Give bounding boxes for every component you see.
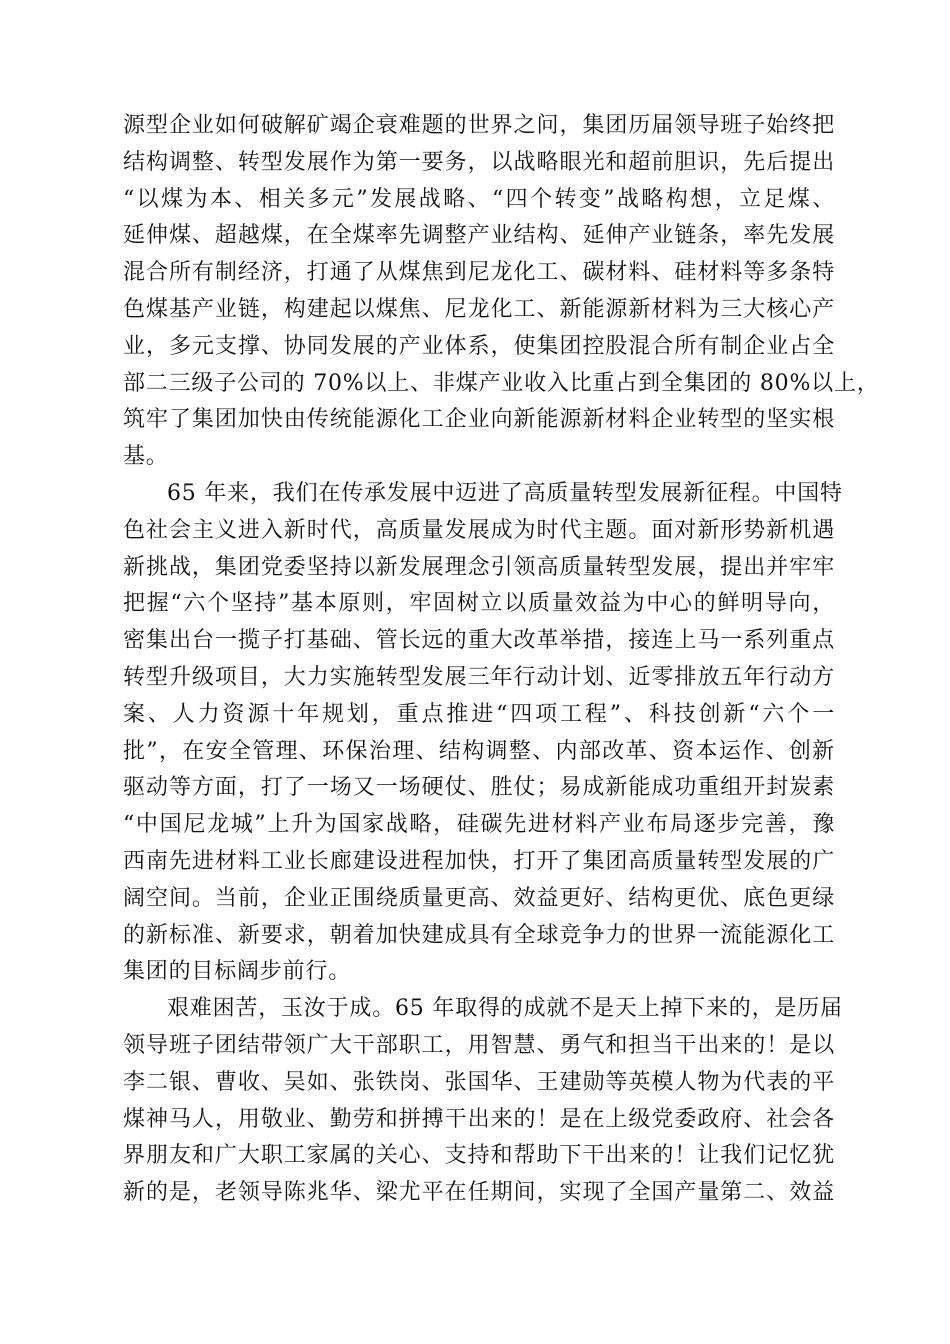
text-line: “以煤为本、相关多元”发展战略、“四个转变”战略构想，立足煤、	[123, 186, 835, 212]
text-line-last: 基。	[123, 444, 169, 470]
text-line: 延伸煤、超越煤，在全煤率先调整产业结构、延伸产业链条，率先发展	[123, 223, 835, 249]
text-line: 新挑战，集团党委坚持以新发展理念引领高质量转型发展，提出并牢牢	[123, 554, 835, 580]
text-line-first: 艰难困苦，玉汝于成。65 年取得的成就不是天上掉下来的，是历届	[167, 996, 843, 1022]
text-line: 混合所有制经济，打通了从煤焦到尼龙化工、碳材料、硅材料等多条特	[123, 260, 835, 286]
text-line-last: 集团的目标阔步前行。	[123, 959, 352, 985]
document-page	[123, 108, 880, 1212]
text-line: 的新标准、新要求，朝着加快建成具有全球竞争力的世界一流能源化工	[123, 922, 835, 948]
text-line: 结构调整、转型发展作为第一要务，以战略眼光和超前胆识，先后提出	[123, 149, 835, 175]
paragraph-2	[123, 476, 843, 991]
text-line: 西南先进材料工业长廊建设进程加快，打开了集团高质量转型发展的广	[123, 848, 835, 874]
text-line: 筑牢了集团加快由传统能源化工企业向新能源新材料企业转型的坚实根	[123, 407, 835, 433]
text-line: 色煤基产业链，构建起以煤焦、尼龙化工、新能源新材料为三大核心产	[123, 296, 835, 322]
text-line: 密集出台一揽子打基础、管长远的重大改革举措，接连上马一系列重点	[123, 628, 835, 654]
text-line: 煤神马人，用敬业、勤劳和拼搏干出来的！是在上级党委政府、社会各	[123, 1106, 835, 1132]
text-line: 界朋友和广大职工家属的关心、支持和帮助下干出来的！让我们记忆犹	[123, 1143, 835, 1169]
paragraph-1	[123, 108, 880, 476]
text-line: 新的是，老领导陈兆华、梁尤平在任期间，实现了全国产量第二、效益	[123, 1180, 835, 1206]
text-line: 业，多元支撑、协同发展的产业体系，使集团控股混合所有制企业占全	[123, 333, 835, 359]
text-line: 把握“六个坚持”基本原则，牢固树立以质量效益为中心的鲜明导向，	[123, 591, 835, 617]
text-line: 案、人力资源十年规划，重点推进“四项工程”、科技创新“六个一	[123, 701, 835, 727]
text-line: 源型企业如何破解矿竭企衰难题的世界之问，集团历届领导班子始终把	[123, 113, 835, 138]
text-line: 转型升级项目，大力实施转型发展三年行动计划、近零排放五年行动方	[123, 664, 835, 690]
text-line: 阔空间。当前，企业正围绕质量更高、效益更好、结构更优、底色更绿	[123, 885, 835, 911]
text-line: 批”，在安全管理、环保治理、结构调整、内部改革、资本运作、创新	[123, 738, 835, 764]
text-line-first: 65 年来，我们在传承发展中迈进了高质量转型发展新征程。中国特	[167, 480, 843, 506]
text-line: 部二三级子公司的 70%以上、非煤产业收入比重占到全集团的 80%以上，	[123, 370, 880, 396]
text-line: 领导班子团结带领广大干部职工，用智慧、勇气和担当干出来的！是以	[123, 1032, 835, 1058]
paragraph-3	[123, 991, 843, 1212]
text-line: 李二银、曹收、吴如、张铁岗、张国华、王建勋等英模人物为代表的平	[123, 1069, 835, 1095]
text-line: 色社会主义进入新时代，高质量发展成为时代主题。面对新形势新机遇	[123, 517, 835, 543]
text-line: “中国尼龙城”上升为国家战略，硅碳先进材料产业布局逐步完善，豫	[123, 812, 835, 838]
text-line: 驱动等方面，打了一场又一场硬仗、胜仗；易成新能成功重组开封炭素	[123, 775, 835, 801]
